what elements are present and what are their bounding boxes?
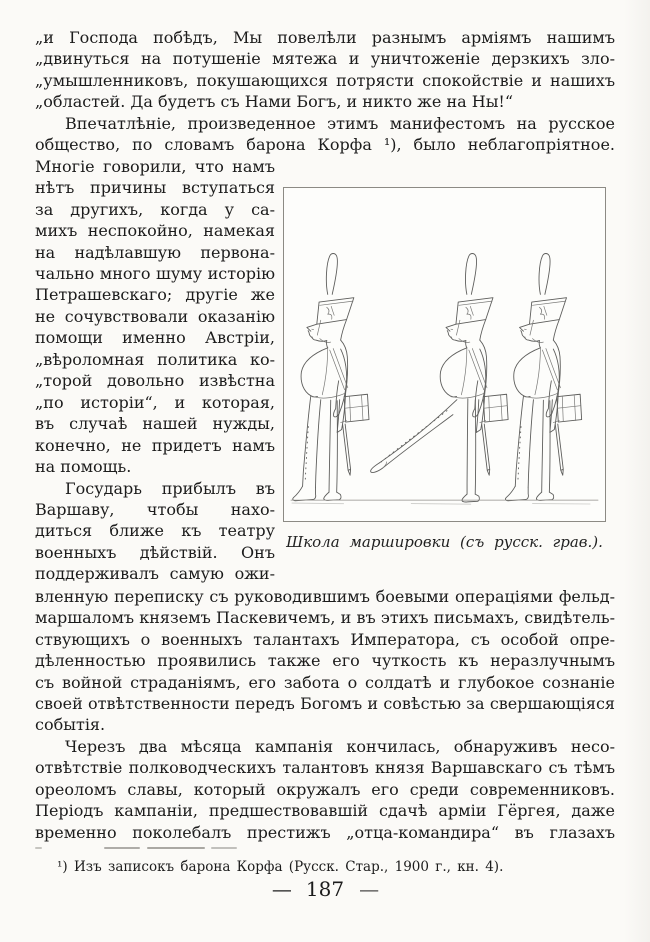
text-line: Государь прибылъ въ [65,478,275,498]
text-line: диться ближе къ театру [35,521,275,541]
column-section [35,156,615,586]
text-line: на надѣлавшую первона- [35,242,275,262]
text-line: Варшаву, чтобы нахо- [35,499,275,519]
body-paragraph-after-figure [35,586,615,736]
text-line: дѣленностью проявились также его чуткость къ неразлучнымъ [35,651,615,671]
footer-dash-right: — [359,877,379,901]
text-line: михъ неспокойно, намекая [35,221,275,241]
page-number: 187 [305,877,345,901]
text-line: ореоломъ славы, который окружалъ его среди современниковъ. [35,779,615,799]
text-line: маршаломъ княземъ Паскевичемъ, и въ этихъ письмахъ, свидѣтель- [35,608,615,628]
text-line: за другихъ, когда у са- [35,199,275,219]
text-line: „по исторіи“, и которая, [35,392,275,412]
text-line: на помощь. [35,457,132,477]
text-line: отвѣтствіе полководческихъ талантовъ князя Варшавскаго съ тѣмъ [35,758,615,778]
text-line: событія. [35,715,106,735]
text-line: „вѣроломная политика ко- [35,349,275,369]
soldier-figure-left [293,253,369,500]
text-line: общество, по словамъ барона Корфа ¹), было неблагопріятное. [35,135,615,155]
soldier-figure-right [505,253,581,500]
footnote-separator [35,845,615,852]
text-line: конечно, не придетъ намъ [35,435,275,455]
text-line: Впечатлѣніе, произведенное этимъ манифестомъ на русское [65,113,615,133]
left-column [35,156,275,585]
quoted-manifesto-paragraph [35,27,615,113]
marching-soldiers-engraving [284,188,605,521]
text-line: военныхъ дѣйствій. Онъ [35,542,275,562]
text-line: „областей. Да будетъ съ Нами Богъ, и никто же на Ны!“ [35,92,514,112]
footer-dash-left: — [271,877,291,901]
footnote: ¹) Изъ записокъ барона Корфа (Русск. Стар., 1900 г., кн. 4). [57,859,504,876]
soldier-figure-middle-goose-step [371,253,508,501]
text-line: временно поколебалъ престижъ „отца-командира“ въ глазахъ [35,822,615,842]
text-line: Періодъ кампаніи, предшествовавшій сдачѣ арміи Гёргея, даже [35,801,615,821]
engraving-frame [283,187,606,522]
text-line: Петрашевскаго; другіе же [35,285,275,305]
text-line: поддерживалъ самую ожи- [35,564,275,584]
text-block [35,27,615,876]
text-line: „умышленниковъ, покушающихся потрясти спокойствіе и нашихъ [35,70,615,90]
text-line: не сочувствовали оказанію [35,306,275,326]
text-line: „и Господа побѣдъ, Мы повелѣли разнымъ арміямъ нашимъ [35,28,615,47]
left-column-paragraph-2 [35,478,275,585]
text-line: нѣтъ причины вступаться [35,178,275,198]
text-line: съ войной страданіямъ, его забота о солдатѣ и глубокое сознаніе [35,672,615,692]
intro-paragraph [35,113,615,156]
text-line: „торой довольно извѣстна [35,371,275,391]
page-footer [7,877,643,901]
text-line: ствующихъ о военныхъ талантахъ Императора, съ особой опре- [35,629,615,649]
text-line: своей отвѣтственности передъ Богомъ и совѣстью за свершающіяся [35,693,615,713]
figure-marching-school [283,187,606,553]
text-line: помощи именно Австріи, [35,328,275,348]
text-line: чально много шуму исторію [35,263,275,283]
left-column-paragraph-1 [35,156,275,478]
body-paragraph-final [35,736,615,843]
figure-caption: Школа маршировки (съ русск. грав.). [286,532,603,551]
text-line: „двинуться на потушеніе мятежа и уничтоженіе дерзкихъ зло- [35,49,615,69]
text-line: Черезъ два мѣсяца кампанія кончилась, обнаруживъ несо- [65,736,615,756]
text-line: Многіе говорили, что намъ [35,156,275,176]
text-line: вленную переписку съ руководившимъ боевыми операціями фельд- [35,586,615,606]
text-line: въ случаѣ нашей нужды, [35,414,275,434]
